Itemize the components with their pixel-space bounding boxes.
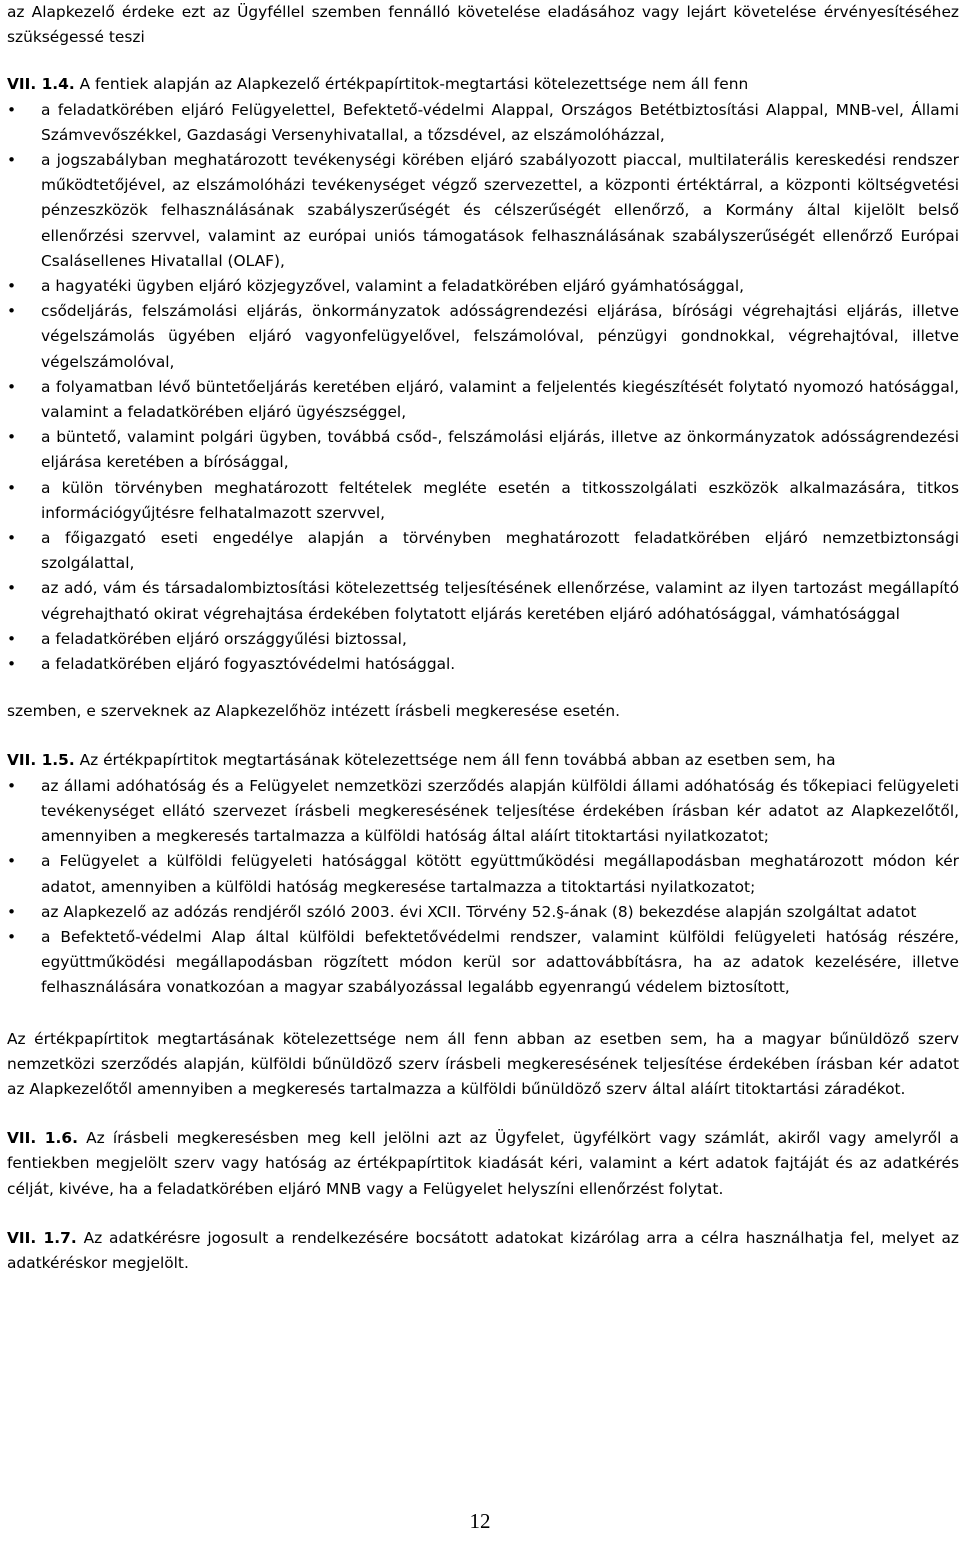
section-number: VII. 1.4. bbox=[7, 75, 75, 94]
list-item-text: a Felügyelet a külföldi felügyeleti hatósággal kötött együttműködési megállapodásban meghatározott módon kér adatot, amennyiben a külföldi hatóság megkeresése tartalmazza a titoktartási nyilatkozatot; bbox=[41, 852, 959, 896]
list-item bbox=[7, 299, 959, 375]
list-item-text: a folyamatban lévő büntetőeljárás keretében eljáró, valamint a feljelentés kiegészítését folytató nyomozó hatósággal, valamint a feladatkörében eljáró ügyészséggel, bbox=[41, 377, 959, 422]
list-item bbox=[7, 476, 959, 526]
spacer bbox=[7, 1001, 959, 1027]
list-item bbox=[7, 375, 959, 425]
list-item-text: a jogszabályban meghatározott tevékenységi körében eljáró szabályozott piaccal, multilaterális kereskedési rendszer működtetőjével, az elszámolóházi tevékenységet végző szervezettel, a központi értéktárral, a központi költségvetési pénzeszközök felhasználásának szabályszerűségét és célszerűségét ellenőrző, a Kormány által kijelölt belső ellenőrzési szervvel, valamint az európai uniós támogatások felhasználásának szabályszerűségét ellenőrző Európai Csalásellenes Hivatallal (OLAF), bbox=[41, 151, 959, 270]
list-item bbox=[7, 576, 959, 626]
bullet-list-1-5 bbox=[7, 774, 959, 1001]
list-item-text: a főigazgató eseti engedélye alapján a törvényben meghatározott feladatkörében eljáró nemzetbiztonsági szolgálattal, bbox=[41, 529, 959, 573]
page-number: 12 bbox=[469, 1509, 491, 1533]
list-item-text: csődeljárás, felszámolási eljárás, önkormányzatok adósságrendezési eljárása, bírósági végrehajtási eljárás, illetve végelszámolás ügyében eljáró vagyonfelügyelővel, felszámolóval, pénzügyi gondnokkal, végrehajtóval, illetve végelszámolóval, bbox=[41, 302, 959, 371]
section-1-4-heading bbox=[7, 72, 959, 97]
section-1-5-closing: Az értékpapírtitok megtartásának kötelezettsége nem áll fenn abban az esetben sem, ha a magyar bűnüldöző szerv nemzetközi szerződés alapján, külföldi bűnüldöző szerv írásbeli megkeresésének teljesítése érdekében írásban kér adatot az Alapkezelőtől amennyiben a megkeresés tartalmazza a külföldi bűnüldöző szerv által aláírt titoktartási záradékot. bbox=[7, 1029, 959, 1098]
list-item-text: a büntető, valamint polgári ügyben, továbbá csőd-, felszámolási eljárás, illetve az önkormányzatok adósságrendezési eljárása keretében a bírósággal, bbox=[41, 428, 959, 472]
bullet-icon: • bbox=[7, 629, 17, 648]
section-number: VII. 1.6. bbox=[7, 1129, 78, 1148]
section-lead: Az értékpapírtitok megtartásának kötelezettsége nem áll fenn továbbá abban az esetben sem, ha bbox=[79, 751, 836, 770]
section-number: VII. 1.5. bbox=[7, 751, 75, 770]
section-text: Az adatkérésre jogosult a rendelkezésére bocsátott adatokat kizárólag arra a célra használhatja fel, melyet az adatkéréskor megjelölt. bbox=[7, 1228, 959, 1272]
section-number: VII. 1.7. bbox=[7, 1228, 77, 1247]
bullet-icon: • bbox=[7, 428, 17, 447]
list-item bbox=[7, 627, 959, 652]
bullet-icon: • bbox=[7, 151, 17, 170]
list-item-text: az állami adóhatóság és a Felügyelet nemzetközi szerződés alapján külföldi állami adóhatóság és tőkepiaci felügyeleti tevékenységet ellátó szervezet írásbeli megkeresésének teljesítése érdekében írásban kér adatot az Alapkezelőtől, amennyiben a megkeresés tartalmazza a külföldi hatóság által aláírt titoktartási nyilatkozatot; bbox=[41, 776, 959, 846]
section-text: Az írásbeli megkeresésben meg kell jelölni azt az Ügyfelet, ügyfélkört vagy számlát, akiről vagy amelyről a fentiekben megjelölt szerv vagy hatóság az értékpapírtitok kiadását kéri, valamint a kért adatok fajtáját és az adatkérés célját, kivéve, ha a feladatkörében eljáró MNB vagy a Felügyelet helyszíni ellenőrzést folytat. bbox=[7, 1129, 959, 1198]
spacer bbox=[7, 677, 959, 699]
list-item-text: a feladatkörében eljáró Felügyelettel, Befektető-védelmi Alappal, Országos Betétbiztosítási Alappal, MNB-vel, Állami Számvevőszékkel, Gazdasági Versenyhivatallal, a tőzsdével, az elszámolóházzal, bbox=[41, 100, 959, 144]
bullet-icon: • bbox=[7, 655, 17, 674]
list-item bbox=[7, 274, 959, 299]
list-item-text: a Befektető-védelmi Alap által külföldi befektetővédelmi rendszer, valamint külföldi felügyeleti hatóság részére, együttműködési megállapodásban rögzített módon kerül sor adattovábbításra, ha az adatok kezelésére, illetve felhasználására vonatkozóan a magyar szabályozással legalább egyenrangú védelem biztosított, bbox=[41, 927, 959, 997]
spacer bbox=[7, 724, 959, 748]
section-1-5-heading bbox=[7, 748, 959, 773]
section-1-6-paragraph bbox=[7, 1126, 959, 1202]
spacer bbox=[7, 1102, 959, 1126]
bullet-icon: • bbox=[7, 377, 17, 396]
list-item bbox=[7, 849, 959, 899]
list-item-text: az Alapkezelő az adózás rendjéről szóló 2003. évi XCII. Törvény 52.§-ának (8) bekezdése alapján szolgáltat adatot bbox=[41, 902, 917, 921]
list-item-text: a külön törvényben meghatározott feltételek megléte esetén a titkosszolgálati eszközök alkalmazására, titkos információgyűjtésre felhatalmazott szervvel, bbox=[41, 478, 959, 522]
bullet-icon: • bbox=[7, 529, 17, 548]
list-item bbox=[7, 425, 959, 475]
list-item bbox=[7, 148, 959, 274]
bullet-list-1-4 bbox=[7, 98, 959, 678]
list-item bbox=[7, 98, 959, 148]
bullet-icon: • bbox=[7, 302, 17, 321]
list-item-text: a feladatkörében eljáró fogyasztóvédelmi hatósággal. bbox=[41, 655, 456, 674]
section-1-4-closing: szemben, e szerveknek az Alapkezelőhöz intézett írásbeli megkeresése esetén. bbox=[7, 702, 621, 721]
list-item bbox=[7, 774, 959, 850]
bullet-icon: • bbox=[7, 100, 17, 119]
bullet-icon: • bbox=[7, 902, 17, 921]
section-1-7-paragraph bbox=[7, 1226, 959, 1276]
intro-paragraph: az Alapkezelő érdeke ezt az Ügyféllel szemben fennálló követelése eladásához vagy lejárt követelése érvényesítéséhez szükségessé teszi bbox=[7, 3, 959, 47]
list-item-text: a hagyatéki ügyben eljáró közjegyzővel, valamint a feladatkörében eljáró gyámhatósággal, bbox=[41, 277, 745, 296]
bullet-icon: • bbox=[7, 776, 17, 795]
list-item bbox=[7, 652, 959, 677]
list-item bbox=[7, 526, 959, 576]
list-item-text: az adó, vám és társadalombiztosítási kötelezettség teljesítésének ellenőrzése, valamint az ilyen tartozást megállapító végrehajtható okirat végrehajtása érdekében folytatott eljárás keretében eljáró adóhatósággal, vámhatósággal bbox=[41, 579, 959, 623]
section-lead: A fentiek alapján az Alapkezelő értékpapírtitok-megtartási kötelezettsége nem áll fenn bbox=[79, 75, 749, 94]
bullet-icon: • bbox=[7, 927, 17, 946]
document-body bbox=[7, 0, 959, 1276]
bullet-icon: • bbox=[7, 277, 17, 296]
list-item bbox=[7, 900, 959, 925]
bullet-icon: • bbox=[7, 852, 17, 871]
spacer bbox=[7, 50, 959, 72]
list-item-text: a feladatkörében eljáró országgyűlési biztossal, bbox=[41, 629, 407, 648]
spacer bbox=[7, 1202, 959, 1226]
bullet-icon: • bbox=[7, 478, 17, 497]
bullet-icon: • bbox=[7, 579, 17, 598]
list-item bbox=[7, 925, 959, 1001]
